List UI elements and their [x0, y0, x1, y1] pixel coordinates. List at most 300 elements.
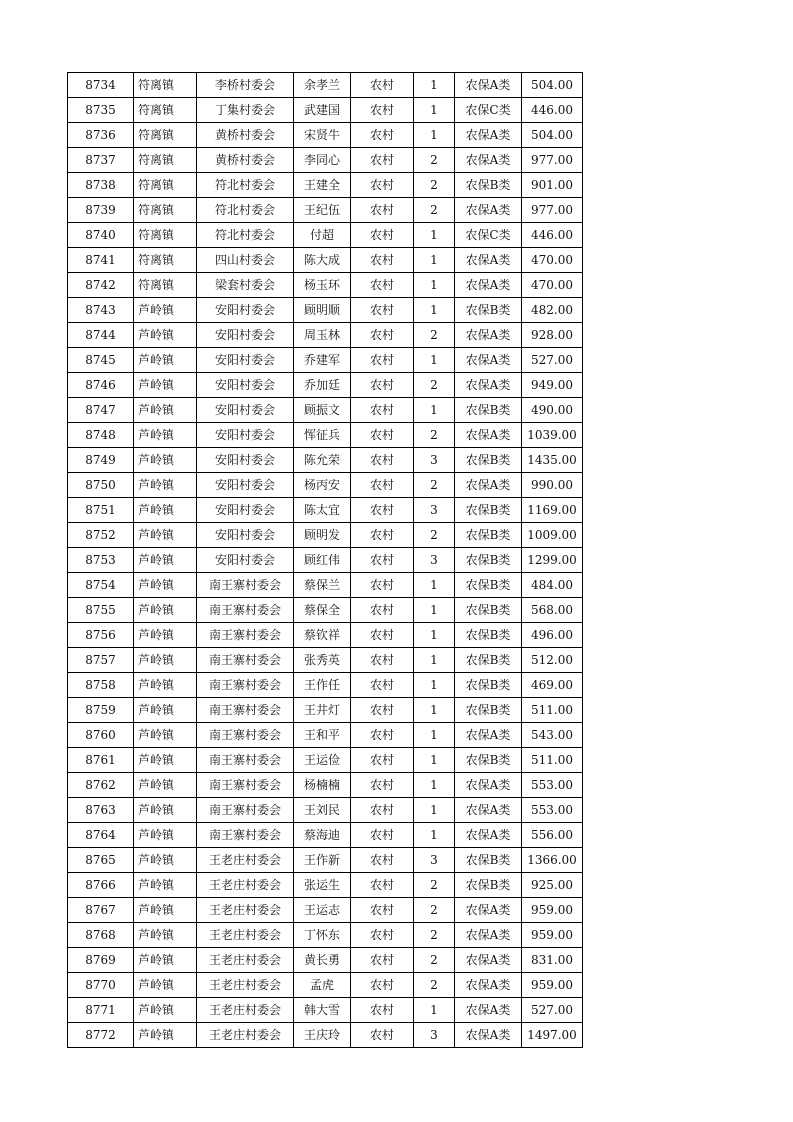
- table-row: [68, 323, 583, 348]
- insurance-class-cell: 农保A类: [455, 198, 522, 223]
- insurance-class-cell: 农保A类: [455, 898, 522, 923]
- area-type-cell: 农村: [351, 998, 414, 1023]
- area-type-cell: 农村: [351, 323, 414, 348]
- table-row: [68, 123, 583, 148]
- village-committee-cell: 安阳村委会: [197, 498, 294, 523]
- area-type-cell: 农村: [351, 348, 414, 373]
- area-type-cell: 农村: [351, 198, 414, 223]
- name-cell: 黄长勇: [294, 948, 351, 973]
- table-row: [68, 423, 583, 448]
- village-committee-cell: 安阳村委会: [197, 398, 294, 423]
- insurance-class-cell: 农保B类: [455, 573, 522, 598]
- household-count-cell: 2: [414, 323, 455, 348]
- insurance-class-cell: 农保A类: [455, 998, 522, 1023]
- village-committee-cell: 符北村委会: [197, 198, 294, 223]
- table-row: [68, 698, 583, 723]
- town-cell: 芦岭镇: [134, 723, 197, 748]
- household-count-cell: 1: [414, 598, 455, 623]
- town-cell: 芦岭镇: [134, 898, 197, 923]
- town-cell: 芦岭镇: [134, 873, 197, 898]
- area-type-cell: 农村: [351, 473, 414, 498]
- insurance-class-cell: 农保B类: [455, 748, 522, 773]
- area-type-cell: 农村: [351, 823, 414, 848]
- area-type-cell: 农村: [351, 873, 414, 898]
- row-number: 8768: [68, 923, 134, 948]
- area-type-cell: 农村: [351, 973, 414, 998]
- town-cell: 芦岭镇: [134, 373, 197, 398]
- amount-cell: 959.00: [522, 923, 583, 948]
- area-type-cell: 农村: [351, 498, 414, 523]
- table-row: [68, 598, 583, 623]
- area-type-cell: 农村: [351, 423, 414, 448]
- amount-cell: 527.00: [522, 348, 583, 373]
- name-cell: 付超: [294, 223, 351, 248]
- amount-cell: 831.00: [522, 948, 583, 973]
- insurance-class-cell: 农保A类: [455, 1023, 522, 1048]
- data-table: [67, 72, 583, 1048]
- table-row: [68, 348, 583, 373]
- name-cell: 乔建军: [294, 348, 351, 373]
- insurance-class-cell: 农保B类: [455, 523, 522, 548]
- village-committee-cell: 南王寨村委会: [197, 798, 294, 823]
- name-cell: 陈允荣: [294, 448, 351, 473]
- insurance-class-cell: 农保C类: [455, 223, 522, 248]
- household-count-cell: 1: [414, 648, 455, 673]
- insurance-class-cell: 农保A类: [455, 823, 522, 848]
- town-cell: 符离镇: [134, 123, 197, 148]
- insurance-class-cell: 农保B类: [455, 698, 522, 723]
- row-number: 8763: [68, 798, 134, 823]
- area-type-cell: 农村: [351, 148, 414, 173]
- table-row: [68, 723, 583, 748]
- amount-cell: 1009.00: [522, 523, 583, 548]
- name-cell: 王作任: [294, 673, 351, 698]
- amount-cell: 469.00: [522, 673, 583, 698]
- row-number: 8744: [68, 323, 134, 348]
- insurance-class-cell: 农保A类: [455, 323, 522, 348]
- amount-cell: 925.00: [522, 873, 583, 898]
- row-number: 8738: [68, 173, 134, 198]
- area-type-cell: 农村: [351, 273, 414, 298]
- table-row: [68, 1023, 583, 1048]
- area-type-cell: 农村: [351, 948, 414, 973]
- town-cell: 符离镇: [134, 73, 197, 98]
- name-cell: 杨楠楠: [294, 773, 351, 798]
- household-count-cell: 2: [414, 198, 455, 223]
- amount-cell: 484.00: [522, 573, 583, 598]
- table-row: [68, 973, 583, 998]
- table-row: [68, 523, 583, 548]
- row-number: 8751: [68, 498, 134, 523]
- area-type-cell: 农村: [351, 123, 414, 148]
- table-row: [68, 548, 583, 573]
- household-count-cell: 1: [414, 998, 455, 1023]
- village-committee-cell: 丁集村委会: [197, 98, 294, 123]
- amount-cell: 977.00: [522, 148, 583, 173]
- name-cell: 王建全: [294, 173, 351, 198]
- name-cell: 王庆玲: [294, 1023, 351, 1048]
- household-count-cell: 3: [414, 498, 455, 523]
- household-count-cell: 3: [414, 548, 455, 573]
- area-type-cell: 农村: [351, 548, 414, 573]
- area-type-cell: 农村: [351, 598, 414, 623]
- row-number: 8760: [68, 723, 134, 748]
- village-committee-cell: 李桥村委会: [197, 73, 294, 98]
- table-row: [68, 148, 583, 173]
- amount-cell: 928.00: [522, 323, 583, 348]
- town-cell: 芦岭镇: [134, 398, 197, 423]
- village-committee-cell: 安阳村委会: [197, 548, 294, 573]
- row-number: 8749: [68, 448, 134, 473]
- village-committee-cell: 安阳村委会: [197, 423, 294, 448]
- household-count-cell: 1: [414, 248, 455, 273]
- insurance-class-cell: 农保A类: [455, 273, 522, 298]
- insurance-class-cell: 农保A类: [455, 348, 522, 373]
- household-count-cell: 1: [414, 123, 455, 148]
- row-number: 8748: [68, 423, 134, 448]
- household-count-cell: 1: [414, 73, 455, 98]
- town-cell: 芦岭镇: [134, 323, 197, 348]
- area-type-cell: 农村: [351, 1023, 414, 1048]
- village-committee-cell: 梁套村委会: [197, 273, 294, 298]
- amount-cell: 1039.00: [522, 423, 583, 448]
- village-committee-cell: 王老庄村委会: [197, 948, 294, 973]
- household-count-cell: 3: [414, 448, 455, 473]
- village-committee-cell: 南王寨村委会: [197, 773, 294, 798]
- amount-cell: 543.00: [522, 723, 583, 748]
- village-committee-cell: 黄桥村委会: [197, 148, 294, 173]
- household-count-cell: 1: [414, 798, 455, 823]
- household-count-cell: 2: [414, 473, 455, 498]
- row-number: 8747: [68, 398, 134, 423]
- row-number: 8759: [68, 698, 134, 723]
- household-count-cell: 2: [414, 973, 455, 998]
- table-row: [68, 798, 583, 823]
- household-count-cell: 1: [414, 723, 455, 748]
- amount-cell: 556.00: [522, 823, 583, 848]
- table-row: [68, 573, 583, 598]
- insurance-class-cell: 农保C类: [455, 98, 522, 123]
- amount-cell: 482.00: [522, 298, 583, 323]
- village-committee-cell: 安阳村委会: [197, 473, 294, 498]
- table-row: [68, 298, 583, 323]
- row-number: 8752: [68, 523, 134, 548]
- household-count-cell: 1: [414, 573, 455, 598]
- town-cell: 符离镇: [134, 198, 197, 223]
- name-cell: 王运志: [294, 898, 351, 923]
- name-cell: 杨玉环: [294, 273, 351, 298]
- area-type-cell: 农村: [351, 73, 414, 98]
- town-cell: 符离镇: [134, 148, 197, 173]
- area-type-cell: 农村: [351, 398, 414, 423]
- town-cell: 芦岭镇: [134, 673, 197, 698]
- name-cell: 宋贤牛: [294, 123, 351, 148]
- household-count-cell: 2: [414, 948, 455, 973]
- row-number: 8770: [68, 973, 134, 998]
- amount-cell: 553.00: [522, 773, 583, 798]
- village-committee-cell: 王老庄村委会: [197, 848, 294, 873]
- insurance-class-cell: 农保B类: [455, 548, 522, 573]
- area-type-cell: 农村: [351, 798, 414, 823]
- village-committee-cell: 王老庄村委会: [197, 873, 294, 898]
- name-cell: 王刘民: [294, 798, 351, 823]
- row-number: 8762: [68, 773, 134, 798]
- row-number: 8739: [68, 198, 134, 223]
- household-count-cell: 1: [414, 98, 455, 123]
- insurance-class-cell: 农保B类: [455, 848, 522, 873]
- town-cell: 芦岭镇: [134, 648, 197, 673]
- insurance-class-cell: 农保A类: [455, 773, 522, 798]
- insurance-class-cell: 农保A类: [455, 473, 522, 498]
- area-type-cell: 农村: [351, 698, 414, 723]
- town-cell: 芦岭镇: [134, 948, 197, 973]
- town-cell: 芦岭镇: [134, 423, 197, 448]
- village-committee-cell: 黄桥村委会: [197, 123, 294, 148]
- village-committee-cell: 王老庄村委会: [197, 998, 294, 1023]
- insurance-class-cell: 农保B类: [455, 648, 522, 673]
- row-number: 8736: [68, 123, 134, 148]
- name-cell: 王作新: [294, 848, 351, 873]
- town-cell: 芦岭镇: [134, 598, 197, 623]
- village-committee-cell: 安阳村委会: [197, 448, 294, 473]
- amount-cell: 504.00: [522, 123, 583, 148]
- area-type-cell: 农村: [351, 848, 414, 873]
- town-cell: 芦岭镇: [134, 698, 197, 723]
- row-number: 8741: [68, 248, 134, 273]
- table-row: [68, 223, 583, 248]
- insurance-class-cell: 农保B类: [455, 498, 522, 523]
- row-number: 8771: [68, 998, 134, 1023]
- town-cell: 符离镇: [134, 98, 197, 123]
- name-cell: 张秀英: [294, 648, 351, 673]
- amount-cell: 990.00: [522, 473, 583, 498]
- amount-cell: 470.00: [522, 248, 583, 273]
- area-type-cell: 农村: [351, 573, 414, 598]
- name-cell: 丁怀东: [294, 923, 351, 948]
- table-body: [68, 73, 583, 1048]
- amount-cell: 490.00: [522, 398, 583, 423]
- table-row: [68, 98, 583, 123]
- table-row: [68, 173, 583, 198]
- household-count-cell: 1: [414, 773, 455, 798]
- table-row: [68, 398, 583, 423]
- village-committee-cell: 安阳村委会: [197, 348, 294, 373]
- household-count-cell: 3: [414, 1023, 455, 1048]
- insurance-class-cell: 农保A类: [455, 723, 522, 748]
- town-cell: 芦岭镇: [134, 773, 197, 798]
- area-type-cell: 农村: [351, 248, 414, 273]
- name-cell: 顾明发: [294, 523, 351, 548]
- table-row: [68, 248, 583, 273]
- village-committee-cell: 安阳村委会: [197, 523, 294, 548]
- household-count-cell: 2: [414, 923, 455, 948]
- area-type-cell: 农村: [351, 773, 414, 798]
- name-cell: 蔡钦祥: [294, 623, 351, 648]
- town-cell: 芦岭镇: [134, 498, 197, 523]
- village-committee-cell: 南王寨村委会: [197, 598, 294, 623]
- table-row: [68, 848, 583, 873]
- name-cell: 孟虎: [294, 973, 351, 998]
- area-type-cell: 农村: [351, 223, 414, 248]
- town-cell: 符离镇: [134, 173, 197, 198]
- table-row: [68, 923, 583, 948]
- household-count-cell: 1: [414, 398, 455, 423]
- amount-cell: 977.00: [522, 198, 583, 223]
- town-cell: 芦岭镇: [134, 448, 197, 473]
- table-row: [68, 748, 583, 773]
- insurance-class-cell: 农保A类: [455, 923, 522, 948]
- name-cell: 顾振文: [294, 398, 351, 423]
- name-cell: 韩大雪: [294, 998, 351, 1023]
- household-count-cell: 2: [414, 423, 455, 448]
- row-number: 8743: [68, 298, 134, 323]
- area-type-cell: 农村: [351, 98, 414, 123]
- insurance-class-cell: 农保A类: [455, 73, 522, 98]
- town-cell: 芦岭镇: [134, 623, 197, 648]
- amount-cell: 1366.00: [522, 848, 583, 873]
- name-cell: 张运生: [294, 873, 351, 898]
- row-number: 8765: [68, 848, 134, 873]
- household-count-cell: 2: [414, 373, 455, 398]
- amount-cell: 511.00: [522, 698, 583, 723]
- town-cell: 芦岭镇: [134, 548, 197, 573]
- insurance-class-cell: 农保B类: [455, 448, 522, 473]
- area-type-cell: 农村: [351, 448, 414, 473]
- table-row: [68, 73, 583, 98]
- insurance-class-cell: 农保A类: [455, 248, 522, 273]
- household-count-cell: 2: [414, 898, 455, 923]
- town-cell: 芦岭镇: [134, 1023, 197, 1048]
- row-number: 8772: [68, 1023, 134, 1048]
- amount-cell: 446.00: [522, 223, 583, 248]
- name-cell: 周玉林: [294, 323, 351, 348]
- area-type-cell: 农村: [351, 173, 414, 198]
- town-cell: 芦岭镇: [134, 798, 197, 823]
- table-row: [68, 623, 583, 648]
- village-committee-cell: 南王寨村委会: [197, 673, 294, 698]
- table-row: [68, 448, 583, 473]
- amount-cell: 1497.00: [522, 1023, 583, 1048]
- amount-cell: 901.00: [522, 173, 583, 198]
- row-number: 8742: [68, 273, 134, 298]
- amount-cell: 446.00: [522, 98, 583, 123]
- name-cell: 蔡保全: [294, 598, 351, 623]
- table-row: [68, 473, 583, 498]
- row-number: 8767: [68, 898, 134, 923]
- village-committee-cell: 王老庄村委会: [197, 923, 294, 948]
- area-type-cell: 农村: [351, 623, 414, 648]
- name-cell: 乔加廷: [294, 373, 351, 398]
- village-committee-cell: 王老庄村委会: [197, 1023, 294, 1048]
- insurance-class-cell: 农保B类: [455, 398, 522, 423]
- table-row: [68, 273, 583, 298]
- name-cell: 王运俭: [294, 748, 351, 773]
- household-count-cell: 3: [414, 848, 455, 873]
- village-committee-cell: 南王寨村委会: [197, 648, 294, 673]
- town-cell: 芦岭镇: [134, 998, 197, 1023]
- name-cell: 恽征兵: [294, 423, 351, 448]
- town-cell: 芦岭镇: [134, 348, 197, 373]
- row-number: 8737: [68, 148, 134, 173]
- amount-cell: 504.00: [522, 73, 583, 98]
- row-number: 8755: [68, 598, 134, 623]
- table-row: [68, 773, 583, 798]
- name-cell: 陈大成: [294, 248, 351, 273]
- household-count-cell: 1: [414, 698, 455, 723]
- village-committee-cell: 安阳村委会: [197, 373, 294, 398]
- town-cell: 芦岭镇: [134, 973, 197, 998]
- village-committee-cell: 安阳村委会: [197, 298, 294, 323]
- amount-cell: 511.00: [522, 748, 583, 773]
- town-cell: 符离镇: [134, 248, 197, 273]
- name-cell: 武建国: [294, 98, 351, 123]
- household-count-cell: 1: [414, 623, 455, 648]
- town-cell: 芦岭镇: [134, 298, 197, 323]
- row-number: 8766: [68, 873, 134, 898]
- household-count-cell: 1: [414, 348, 455, 373]
- table-row: [68, 648, 583, 673]
- row-number: 8753: [68, 548, 134, 573]
- insurance-class-cell: 农保A类: [455, 423, 522, 448]
- row-number: 8745: [68, 348, 134, 373]
- name-cell: 王和平: [294, 723, 351, 748]
- amount-cell: 959.00: [522, 898, 583, 923]
- area-type-cell: 农村: [351, 373, 414, 398]
- area-type-cell: 农村: [351, 298, 414, 323]
- town-cell: 符离镇: [134, 273, 197, 298]
- insurance-class-cell: 农保B类: [455, 598, 522, 623]
- area-type-cell: 农村: [351, 523, 414, 548]
- insurance-class-cell: 农保A类: [455, 973, 522, 998]
- name-cell: 杨丙安: [294, 473, 351, 498]
- name-cell: 顾明顺: [294, 298, 351, 323]
- area-type-cell: 农村: [351, 673, 414, 698]
- table-row: [68, 498, 583, 523]
- area-type-cell: 农村: [351, 898, 414, 923]
- name-cell: 余孝兰: [294, 73, 351, 98]
- amount-cell: 1435.00: [522, 448, 583, 473]
- amount-cell: 1169.00: [522, 498, 583, 523]
- village-committee-cell: 符北村委会: [197, 223, 294, 248]
- name-cell: 李同心: [294, 148, 351, 173]
- name-cell: 陈太宜: [294, 498, 351, 523]
- insurance-class-cell: 农保B类: [455, 873, 522, 898]
- row-number: 8756: [68, 623, 134, 648]
- amount-cell: 949.00: [522, 373, 583, 398]
- insurance-class-cell: 农保B类: [455, 623, 522, 648]
- town-cell: 芦岭镇: [134, 848, 197, 873]
- table-row: [68, 873, 583, 898]
- household-count-cell: 1: [414, 223, 455, 248]
- village-committee-cell: 四山村委会: [197, 248, 294, 273]
- town-cell: 芦岭镇: [134, 473, 197, 498]
- household-count-cell: 2: [414, 173, 455, 198]
- village-committee-cell: 南王寨村委会: [197, 623, 294, 648]
- household-count-cell: 1: [414, 298, 455, 323]
- household-count-cell: 2: [414, 148, 455, 173]
- row-number: 8761: [68, 748, 134, 773]
- area-type-cell: 农村: [351, 648, 414, 673]
- table-row: [68, 898, 583, 923]
- amount-cell: 496.00: [522, 623, 583, 648]
- area-type-cell: 农村: [351, 723, 414, 748]
- household-count-cell: 1: [414, 823, 455, 848]
- amount-cell: 553.00: [522, 798, 583, 823]
- name-cell: 蔡保兰: [294, 573, 351, 598]
- insurance-class-cell: 农保A类: [455, 948, 522, 973]
- household-count-cell: 1: [414, 273, 455, 298]
- village-committee-cell: 王老庄村委会: [197, 898, 294, 923]
